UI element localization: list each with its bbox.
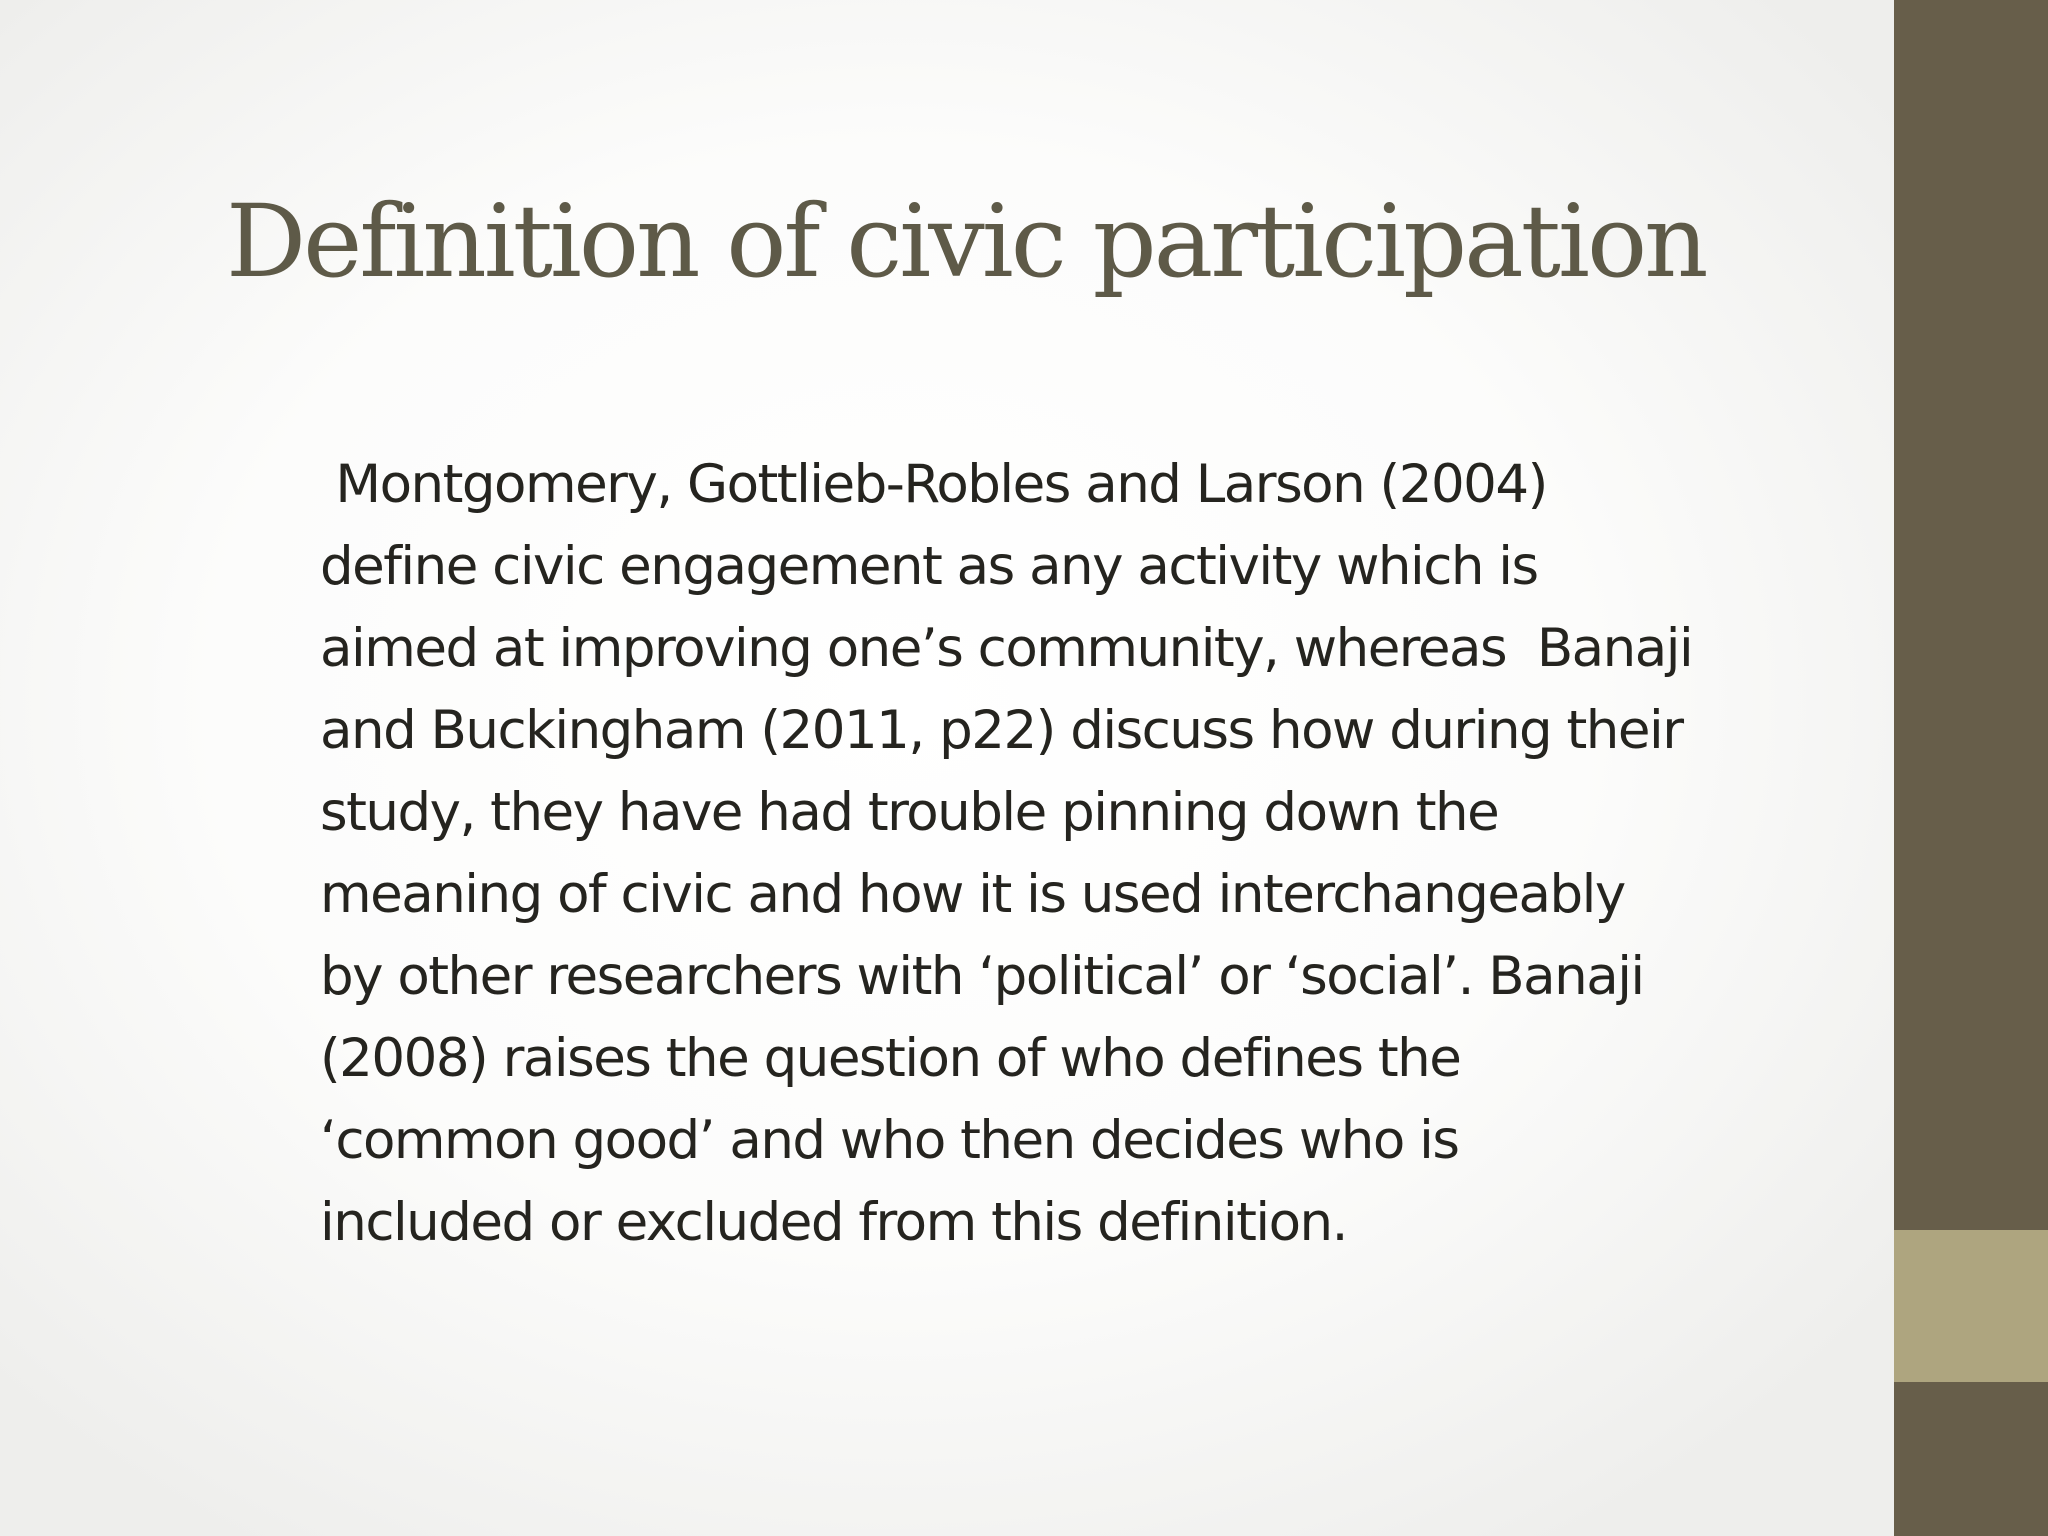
body-line: define civic engagement as any activity which is <box>320 536 1538 597</box>
body-line: ‘common good’ and who then decides who is <box>320 1110 1459 1171</box>
slide-body <box>320 444 1820 1264</box>
slide-title: Definition of civic participation <box>226 183 1706 300</box>
body-line: included or excluded from this definition. <box>320 1192 1347 1253</box>
body-line: (2008) raises the question of who defines the <box>320 1028 1461 1089</box>
body-line: study, they have had trouble pinning down the <box>320 782 1499 843</box>
decorative-side-accent <box>1894 1230 2048 1382</box>
body-line: aimed at improving one’s community, whereas Banaji <box>320 618 1693 679</box>
body-line: by other researchers with ‘political’ or ‘social’. Banaji <box>320 946 1644 1007</box>
body-line: and Buckingham (2011, p22) discuss how during their <box>320 700 1683 761</box>
body-line: Montgomery, Gottlieb-Robles and Larson (2004) <box>320 454 1547 515</box>
body-line: meaning of civic and how it is used interchangeably <box>320 864 1625 925</box>
